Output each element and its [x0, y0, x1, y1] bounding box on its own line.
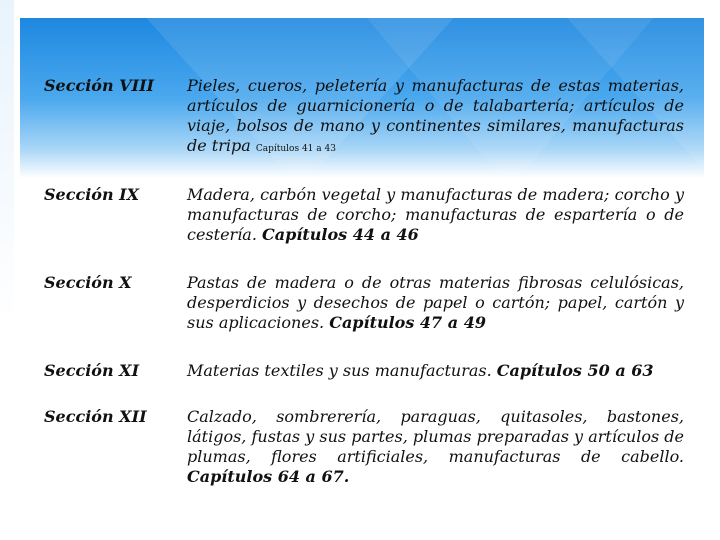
description-text: Madera, carbón vegetal y manufacturas de madera; corcho y manufacturas de corcho; manufacturas de espartería o de cestería.	[187, 185, 684, 244]
chapters-range: Capítulos 64 a 67.	[187, 467, 350, 486]
section-row-viii	[44, 76, 684, 159]
description-text: Calzado, sombrerería, paraguas, quitasoles, bastones, látigos, fustas y sus partes, plumas preparadas y artículos de plumas, flores artificiales, manufacturas de cabello.	[187, 407, 684, 466]
section-label: Sección XII	[44, 407, 147, 426]
description-text: Pastas de madera o de otras materias fibrosas celulósicas, desperdicios y desechos de papel o cartón; papel, cartón y sus aplicaciones.	[187, 273, 684, 332]
section-label: Sección IX	[44, 185, 140, 204]
left-accent-bar	[0, 0, 14, 540]
section-description	[187, 76, 684, 159]
section-label: Sección VIII	[44, 76, 155, 95]
section-description	[187, 407, 684, 487]
description-text: Pieles, cueros, peletería y manufacturas de estas materias, artículos de guarnicionería o de talabartería; artículos de viaje, bolsos de mano y continentes similares, manufacturas de tripa	[187, 76, 684, 155]
section-description	[187, 273, 684, 333]
chapters-range: Capítulos 44 a 46	[262, 225, 419, 244]
section-label: Sección X	[44, 273, 132, 292]
description-text: Materias textiles y sus manufacturas.	[187, 361, 492, 380]
chapters-range: Capítulos 41 a 43	[255, 144, 336, 154]
section-row-ix	[44, 185, 684, 245]
section-description	[187, 361, 684, 381]
sections-list	[44, 76, 684, 487]
section-row-xi	[44, 361, 684, 381]
chapters-range: Capítulos 47 a 49	[329, 313, 486, 332]
chapters-range: Capítulos 50 a 63	[496, 361, 654, 380]
section-row-x	[44, 273, 684, 333]
section-label: Sección XI	[44, 361, 140, 380]
section-description	[187, 185, 684, 245]
section-row-xii	[44, 407, 684, 487]
